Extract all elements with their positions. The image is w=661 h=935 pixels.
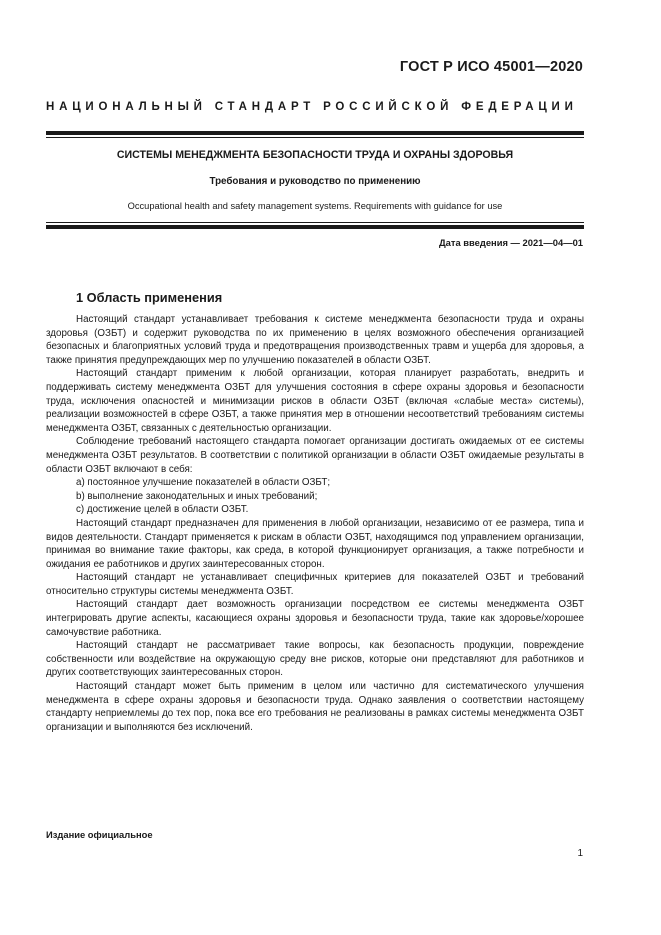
top-rule-thick bbox=[46, 131, 584, 135]
national-standard-banner: НАЦИОНАЛЬНЫЙ СТАНДАРТ РОССИЙСКОЙ ФЕДЕРАЦИИ bbox=[46, 101, 578, 113]
document-title-english: Occupational health and safety management systems. Requirements with guidance for use bbox=[127, 201, 503, 211]
effective-date: Дата введения — 2021—04—01 bbox=[438, 237, 583, 248]
bottom-rule-thick bbox=[46, 225, 584, 229]
paragraph: Настоящий стандарт не устанавливает специфичных критериев для показателей ОЗБТ и требований относительно структуры системы менеджмента ОЗБТ. bbox=[46, 572, 584, 597]
bottom-rule-thin bbox=[46, 222, 584, 223]
list-item: b) выполнение законодательных и иных требований; bbox=[76, 490, 318, 502]
section-heading: 1 Область применения bbox=[76, 290, 223, 305]
official-edition-note: Издание официальное bbox=[46, 829, 153, 840]
paragraph: Настоящий стандарт предназначен для применения в любой организации, независимо от ее размера, типа и видов деятельности. Стандарт применяется к рискам в области ОЗБТ, находящимся под управлением организации, принимая во внимание такие факторы, как среда, в которой функционирует организация, а также потребности и ожидания ее работников и других заинтересованных сторон. bbox=[46, 517, 584, 570]
standard-number: ГОСТ Р ИСО 45001—2020 bbox=[399, 59, 583, 75]
paragraph: Настоящий стандарт не рассматривает такие вопросы, как безопасность продукции, повреждение собственности или воздействие на окружающую среду вне рисков, которые они представляют для работников и других соответствующих заинтересованных сторон. bbox=[46, 640, 584, 679]
section-body bbox=[46, 313, 584, 734]
paragraph: Соблюдение требований настоящего стандарта помогает организации достигать ожидаемых от ее системы менеджмента ОЗБТ результатов. В соответствии с политикой организации в области ОЗБТ ожидаемые результаты в области ОЗБТ включают в себя: bbox=[46, 436, 584, 475]
paragraph: Настоящий стандарт может быть применим в целом или частично для систематического улучшения менеджмента в сфере охраны здоровья и безопасности труда. Однако заявления о соответствии настоящему стандарту неприемлемы до тех пор, пока все его требования не реализованы в рамках системы менеджмента ОЗБТ организации и выполняются без исключений. bbox=[46, 681, 584, 733]
document-subtitle: Требования и руководство по применению bbox=[209, 176, 421, 187]
document-title: СИСТЕМЫ МЕНЕДЖМЕНТА БЕЗОПАСНОСТИ ТРУДА И ОХРАНЫ ЗДОРОВЬЯ bbox=[116, 149, 514, 161]
paragraph: Настоящий стандарт применим к любой организации, которая планирует разработать, внедрить и поддерживать систему менеджмента ОЗБТ для улучшения состояния в сфере охраны здоровья и безопасности труда, исключения опасностей и минимизации рисков в области ОЗБТ (включая «слабые места» системы), реализации возможностей в сфере ОЗБТ, а также принятия мер в отношении несоответствий требованиям системы менеджмента ОЗБТ, связанных с деятельностью организации. bbox=[46, 368, 584, 434]
paragraph: Настоящий стандарт устанавливает требования к системе менеджмента безопасности труда и охраны здоровья (ОЗБТ) и содержит руководства по их применению в целях возможного обеспечения организацией безопасных и благоприятных условий труда и предотвращения производственных травм и ущерба для здоровья, а также принятия предупреждающих мер по улучшению показателей в области ОЗБТ. bbox=[46, 314, 584, 366]
page-number: 1 bbox=[577, 848, 583, 859]
top-rule-thin bbox=[46, 137, 584, 138]
list-item: c) достижение целей в области ОЗБТ. bbox=[76, 504, 249, 516]
paragraph: Настоящий стандарт дает возможность организации посредством ее системы менеджмента ОЗБТ интегрировать другие аспекты, касающиеся охраны здоровья и безопасности труда, такие как здоровье/хорошее самочувствие работника. bbox=[46, 599, 584, 638]
list-item: a) постоянное улучшение показателей в области ОЗБТ; bbox=[76, 477, 331, 489]
